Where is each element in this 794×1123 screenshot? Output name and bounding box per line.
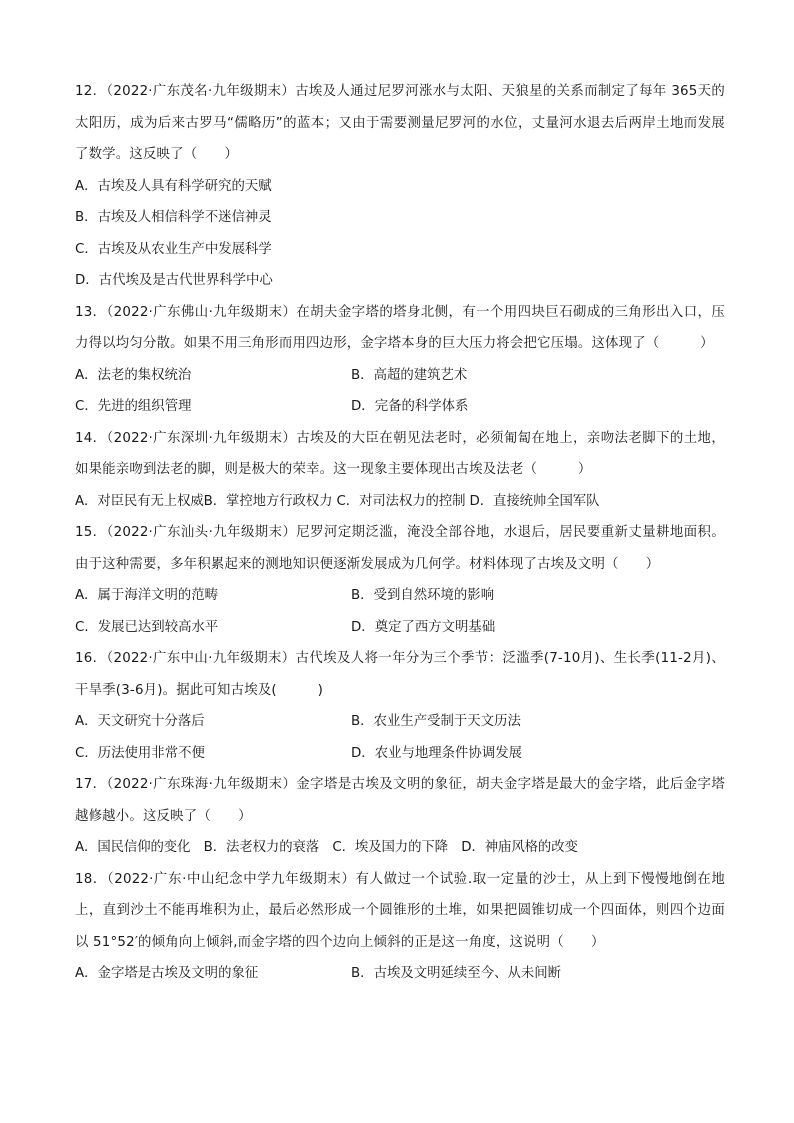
question-stem: 14．（2022·广东深圳·九年级期末）古埃及的大臣在朝见法老时，必须匍匐在地上，亲吻法老脚下的土地，如果能亲吻到法老的脚，则是极大的荣幸。这一现象主要体现出古埃及法老（ ） xyxy=(75,430,725,477)
options-grid xyxy=(75,706,725,769)
options-inline[interactable]: A．国民信仰的变化 B．法老权力的衰落 C．埃及国力的下降 D．神庙风格的改变 xyxy=(75,840,578,855)
option-c[interactable]: C．古埃及从农业生产中发展科学 xyxy=(75,241,272,257)
option-c[interactable]: C．先进的组织管理 xyxy=(75,399,192,414)
option-a[interactable]: A．法老的集权统治 xyxy=(75,367,192,383)
option-d[interactable]: D．农业与地理条件协调发展 xyxy=(351,745,522,761)
options-grid xyxy=(75,958,725,990)
question-stem: 16．（2022·广东中山·九年级期末）古代埃及人将一年分为三个季节：泛滥季(7-10月)、生长季(11-2月)、干旱季(3-6月)。据此可知古埃及( ) xyxy=(75,651,725,698)
options-grid xyxy=(75,580,725,643)
option-a[interactable]: A．属于海洋文明的范畴 xyxy=(75,588,219,603)
question-14 xyxy=(75,423,725,518)
option-a[interactable]: A．古埃及人具有科学研究的天赋 xyxy=(75,178,272,194)
question-16 xyxy=(75,643,725,769)
option-a[interactable]: A．天文研究十分落后 xyxy=(75,714,205,729)
question-15 xyxy=(75,517,725,643)
worksheet-page xyxy=(75,76,725,990)
question-18 xyxy=(75,864,725,990)
option-b[interactable]: B．高超的建筑艺术 xyxy=(351,367,468,383)
option-c[interactable]: C．历法使用非常不便 xyxy=(75,745,205,761)
option-c[interactable]: C．发展已达到较高水平 xyxy=(75,619,219,635)
option-b[interactable]: B．古埃及文明延续至今、从未间断 xyxy=(351,966,562,981)
options-grid xyxy=(75,360,725,423)
option-b[interactable]: B．农业生产受制于天文历法 xyxy=(351,714,521,729)
question-stem: 13．（2022·广东佛山·九年级期末）在胡夫金字塔的塔身北侧，有一个用四块巨石砌成的三角形出入口，压力得以均匀分散。如果不用三角形而用四边形，金字塔本身的巨大压力将会把它压塌。这体现了（ ） xyxy=(75,304,725,351)
options-inline[interactable]: A．对臣民有无上权威B．掌控地方行政权力 C．对司法权力的控制 D．直接统帅全国军队 xyxy=(75,493,600,509)
question-12 xyxy=(75,76,725,297)
option-d[interactable]: D．古代埃及是古代世界科学中心 xyxy=(75,273,273,288)
question-stem: 18．（2022·广东·中山纪念中学九年级期末）有人做过一个试验.取一定量的沙士，从上到下慢慢地倒在地上，直到沙土不能再堆积为止，最后必然形成一个圆锥形的土堆，如果把圆锥切成一个四面体，则四个边面以 51°52′的倾角向上倾斜,而金字塔的四个边向上倾斜的正是这一角度，这说明（ ） xyxy=(75,871,725,950)
question-stem: 12．（2022·广东茂名·九年级期末）古埃及人通过尼罗河涨水与太阳、天狼星的关系而制定了每年 365天的太阳历，成为后来古罗马“儒略历”的蓝本；又由于需要测量尼罗河的水位，丈量河水退去后两岸土地而发展了数学。这反映了（ ） xyxy=(75,84,725,162)
question-stem: 15．（2022·广东汕头·九年级期末）尼罗河定期泛滥，淹没全部谷地，水退后，居民要重新丈量耕地面积。由于这种需要，多年积累起来的测地知识便逐渐发展成为几何学。材料体现了古埃及文明（ ） xyxy=(75,525,725,572)
question-17 xyxy=(75,769,725,864)
option-d[interactable]: D．完备的科学体系 xyxy=(351,399,469,414)
question-13 xyxy=(75,297,725,423)
option-b[interactable]: B．古埃及人相信科学不迷信神灵 xyxy=(75,210,272,225)
option-a[interactable]: A．金字塔是古埃及文明的象征 xyxy=(75,966,259,981)
option-b[interactable]: B．受到自然环境的影响 xyxy=(351,588,495,603)
option-d[interactable]: D．奠定了西方文明基础 xyxy=(351,619,496,635)
question-stem: 17．（2022·广东珠海·九年级期末）金字塔是古埃及文明的象征，胡夫金字塔是最大的金字塔，此后金字塔越修越小。这反映了（ ） xyxy=(75,777,725,824)
